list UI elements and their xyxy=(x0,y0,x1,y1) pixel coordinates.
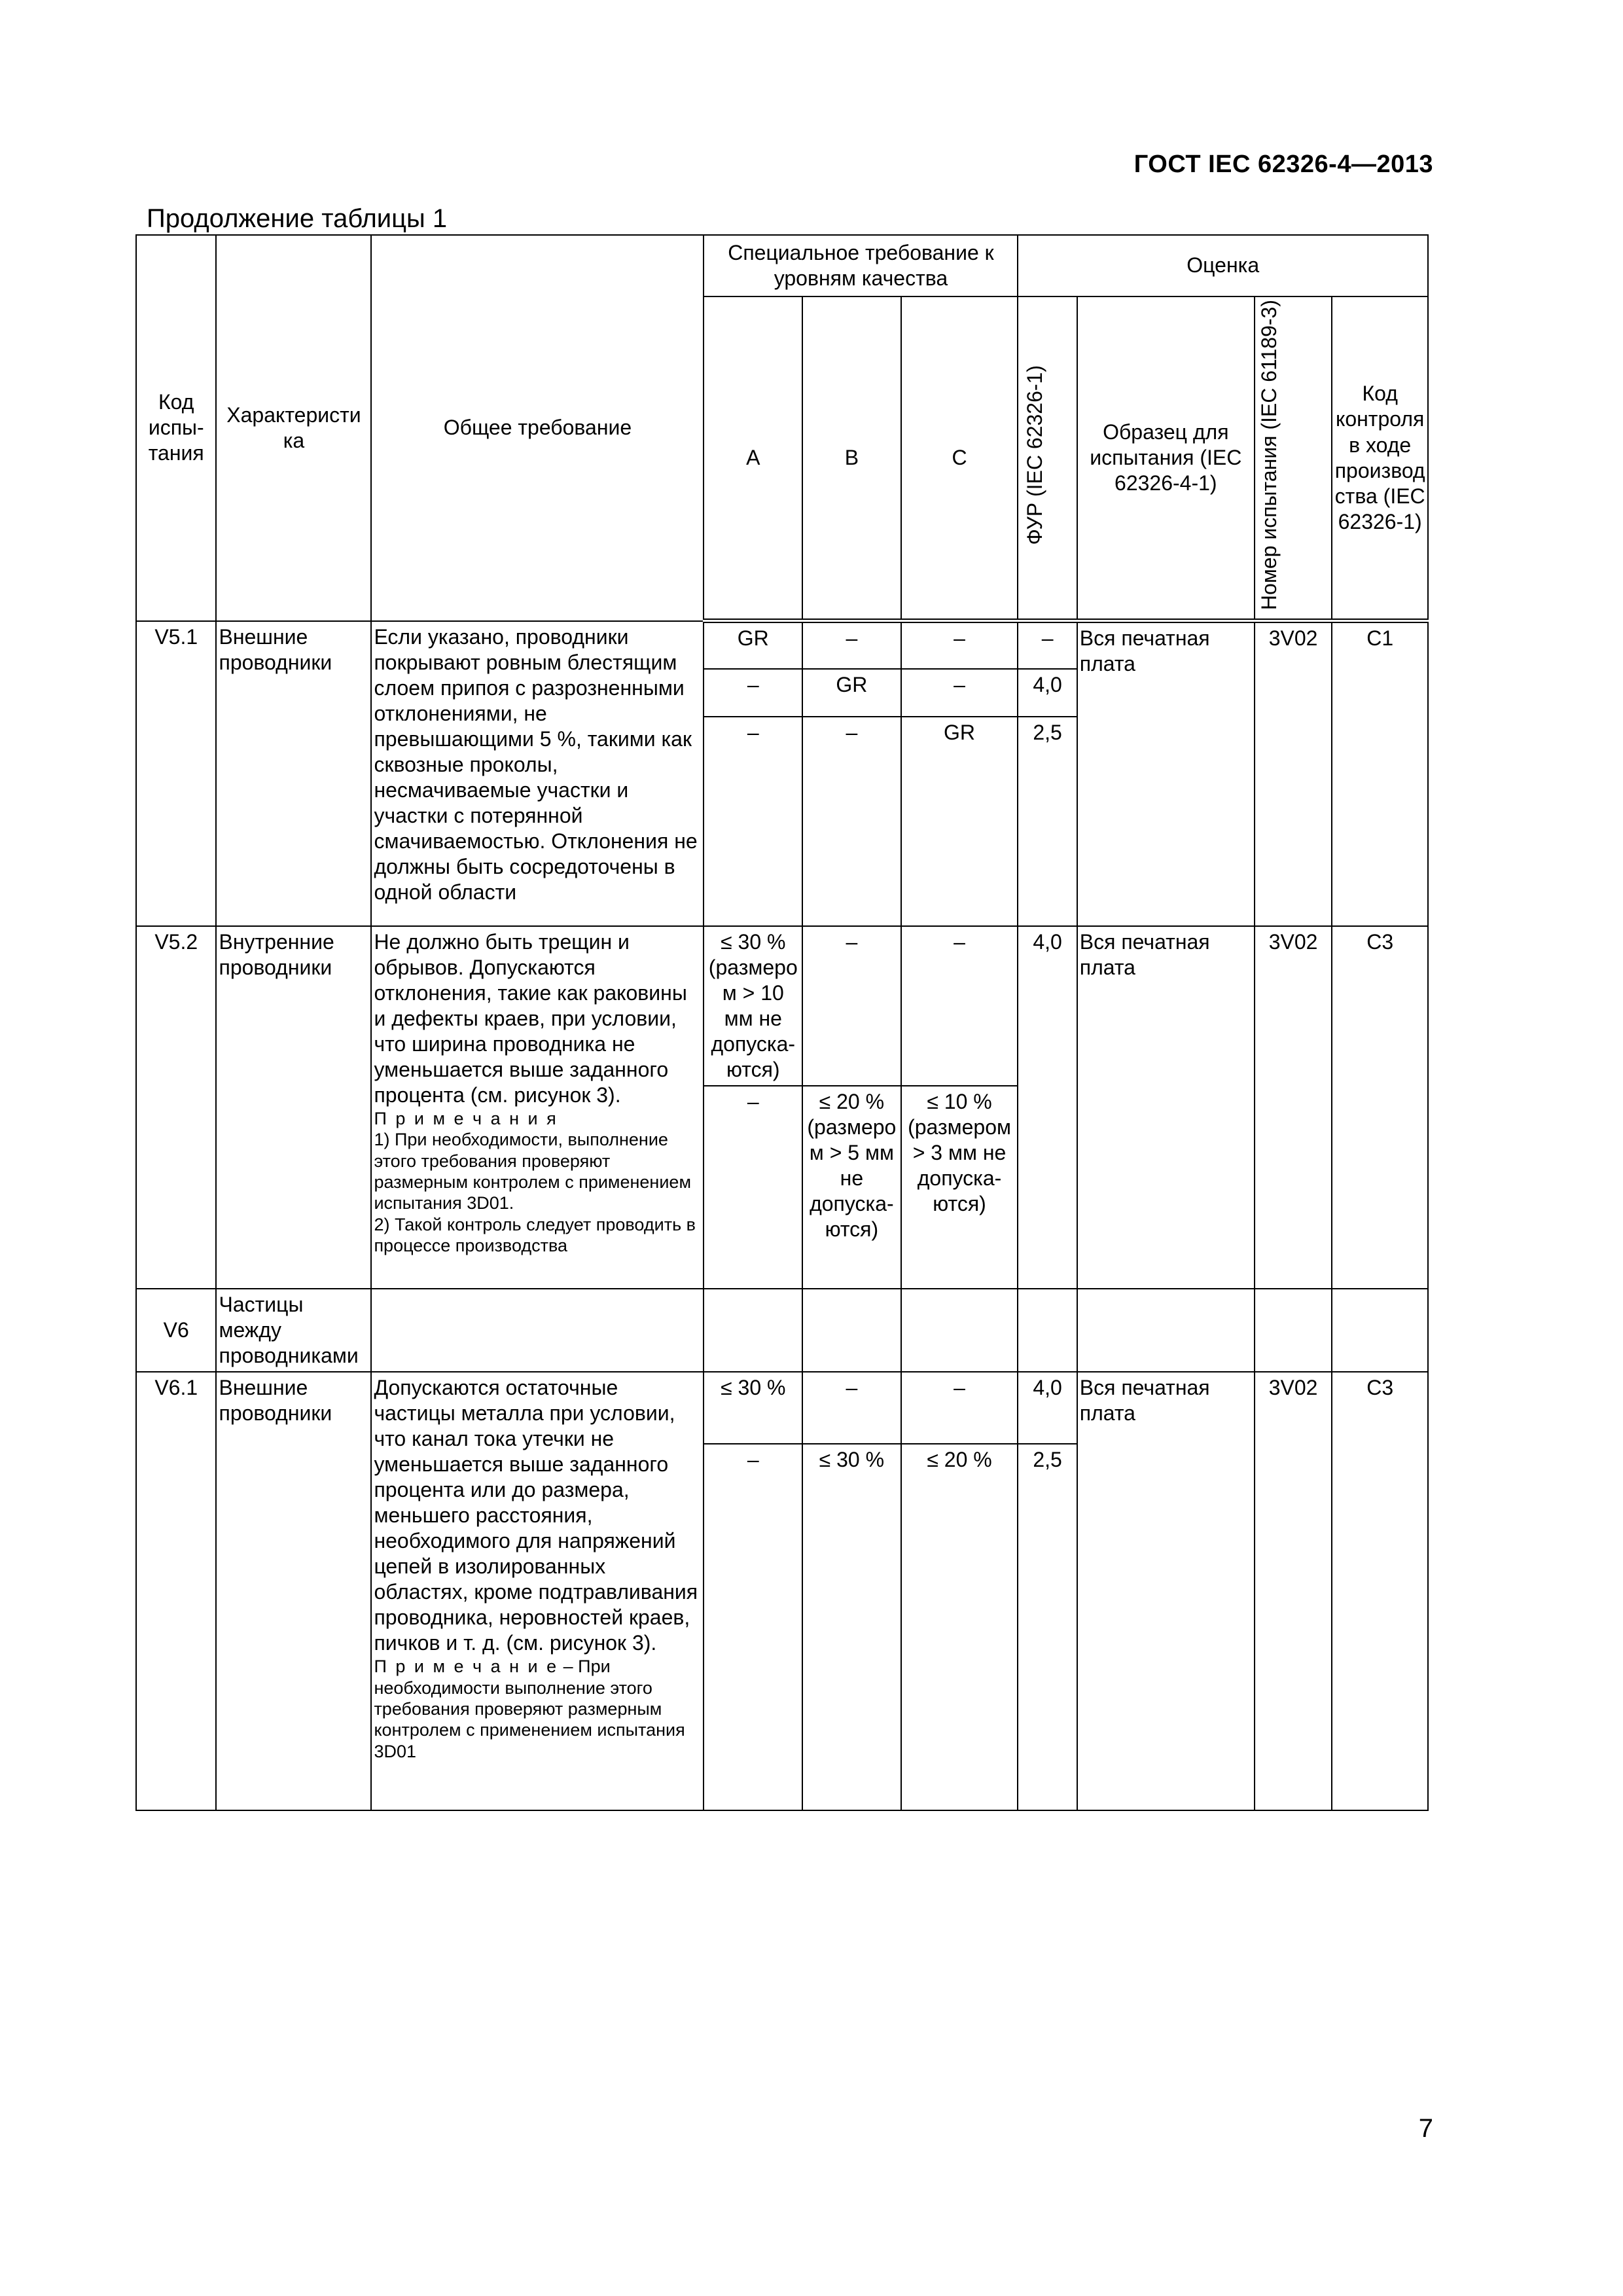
row-v51-sample: Вся печатная плата xyxy=(1077,621,1255,926)
row-v52-characteristic: Внутренние проводники xyxy=(216,926,371,1289)
row-v61-a1: ≤ 30 % xyxy=(704,1372,802,1444)
row-v61-test-number: 3V02 xyxy=(1255,1372,1332,1810)
header-code: Код испы-тания xyxy=(136,235,216,621)
row-v52-a2: – xyxy=(704,1086,802,1289)
table-row xyxy=(136,926,1428,1086)
row-v61-fur2: 2,5 xyxy=(1018,1444,1077,1810)
row-v61-note xyxy=(374,1656,701,1762)
header-test-number xyxy=(1255,296,1332,621)
row-v61-fur1: 4,0 xyxy=(1018,1372,1077,1444)
row-v52-control-code: C3 xyxy=(1332,926,1428,1289)
row-v51-code: V5.1 xyxy=(136,621,216,926)
row-v61-characteristic: Внешние проводники xyxy=(216,1372,371,1810)
page-number: 7 xyxy=(1418,2114,1433,2143)
row-v51-characteristic: Внешние проводники xyxy=(216,621,371,926)
row-v6-test-number xyxy=(1255,1289,1332,1372)
row-v52-b1: – xyxy=(802,926,901,1086)
row-v52-note-title: П р и м е ч а н и я xyxy=(374,1108,558,1128)
row-v6-characteristic: Частицы между проводниками xyxy=(216,1289,371,1372)
row-v52-note-1: 1) При необходимости, выполнение этого требования проверяют размерным контролем с применением испытания 3D01. xyxy=(374,1130,692,1213)
row-v51-b2: GR xyxy=(802,669,901,717)
header-general-requirement: Общее требование xyxy=(371,235,704,621)
header-level-c: C xyxy=(901,296,1018,621)
row-v6-general xyxy=(371,1289,704,1372)
row-v6-a xyxy=(704,1289,802,1372)
table-caption: Продолжение таблицы 1 xyxy=(147,204,448,233)
header-fur xyxy=(1018,296,1077,621)
row-v51-c2: – xyxy=(901,669,1018,717)
row-v52-general-text: Не должно быть трещин и обрывов. Допускаются отклонения, такие как раковины и дефекты краев, при условии, что ширина проводника не уменьшается выше заданного процента (см. рисунок 3). xyxy=(374,929,687,1107)
table-row xyxy=(136,1289,1428,1372)
row-v61-general xyxy=(371,1372,704,1810)
row-v51-a3: – xyxy=(704,717,802,926)
row-v52-sample: Вся печатная плата xyxy=(1077,926,1255,1289)
row-v52-c1: – xyxy=(901,926,1018,1086)
header-test-number-text: Номер испытания (IEC 61189-3) xyxy=(1257,300,1281,611)
row-v51-c1: – xyxy=(901,621,1018,669)
row-v61-code: V6.1 xyxy=(136,1372,216,1810)
document-standard-header: ГОСТ IEC 62326-4—2013 xyxy=(1133,151,1433,178)
row-v52-a1: ≤ 30 % (размеро м > 10 мм не допуска-ются) xyxy=(704,926,802,1086)
row-v61-note-title: П р и м е ч а н и е xyxy=(374,1657,559,1677)
table-row xyxy=(136,621,1428,669)
row-v52-general xyxy=(371,926,704,1289)
row-v61-a2: – xyxy=(704,1444,802,1810)
row-v51-a1: GR xyxy=(704,621,802,669)
row-v52-fur: 4,0 xyxy=(1018,926,1077,1289)
header-control-code: Код контроля в ходе производ ства (IEC 62326-1) xyxy=(1332,296,1428,621)
header-level-a: A xyxy=(704,296,802,621)
row-v51-test-number: 3V02 xyxy=(1255,621,1332,926)
row-v6-sample xyxy=(1077,1289,1255,1372)
row-v61-c2: ≤ 20 % xyxy=(901,1444,1018,1810)
row-v51-control-code: C1 xyxy=(1332,621,1428,926)
header-sample: Образец для испытания (IEC 62326-4-1) xyxy=(1077,296,1255,621)
row-v61-c1: – xyxy=(901,1372,1018,1444)
row-v52-c2: ≤ 10 % (размером > 3 мм не допуска-ются) xyxy=(901,1086,1018,1289)
table-header-row-1 xyxy=(136,235,1428,296)
table-row xyxy=(136,1372,1428,1444)
requirements-table xyxy=(135,234,1429,1811)
header-evaluation: Оценка xyxy=(1018,235,1428,296)
row-v61-b2: ≤ 30 % xyxy=(802,1444,901,1810)
row-v52-b2: ≤ 20 % (размеро м > 5 мм не допуска-ются) xyxy=(802,1086,901,1289)
row-v6-b xyxy=(802,1289,901,1372)
row-v52-test-number: 3V02 xyxy=(1255,926,1332,1289)
row-v51-b1: – xyxy=(802,621,901,669)
row-v51-b3: – xyxy=(802,717,901,926)
row-v51-fur2: 4,0 xyxy=(1018,669,1077,717)
header-level-b: B xyxy=(802,296,901,621)
row-v61-b1: – xyxy=(802,1372,901,1444)
header-characteristic: Характеристи ка xyxy=(216,235,371,621)
row-v52-code: V5.2 xyxy=(136,926,216,1289)
header-special-requirement: Специальное требование к уровням качества xyxy=(704,235,1018,296)
row-v51-general: Если указано, проводники покрывают ровным блестящим слоем припоя с разрозненными отклонениями, не превышающими 5 %, такими как сквозные проколы, несмачиваемые участки и участки с потерянной смачиваемостью. Отклонения не должны быть сосредоточены в одной области xyxy=(371,621,704,926)
row-v61-note-text: – При необходимости выполнение этого требования проверяют размерным контролем с применением испытания 3D01 xyxy=(374,1657,685,1761)
row-v61-control-code: C3 xyxy=(1332,1372,1428,1810)
row-v6-control-code xyxy=(1332,1289,1428,1372)
row-v61-general-text: Допускаются остаточные частицы металла при условии, что канал тока утечки не уменьшается выше заданного процента или до размера, меньшего расстояния, необходимого для напряжений цепей в изолированных областях, кроме подтравливания проводника, неровностей краев, пичков и т. д. (см. рисунок 3). xyxy=(374,1375,698,1655)
row-v6-code: V6 xyxy=(136,1289,216,1372)
row-v51-fur3: 2,5 xyxy=(1018,717,1077,926)
row-v6-c xyxy=(901,1289,1018,1372)
row-v51-a2: – xyxy=(704,669,802,717)
header-fur-text: ФУР (IEC 62326-1) xyxy=(1022,365,1046,545)
row-v52-note-2: 2) Такой контроль следует проводить в процессе производства xyxy=(374,1214,696,1256)
row-v51-c3: GR xyxy=(901,717,1018,926)
row-v51-fur1: – xyxy=(1018,621,1077,669)
row-v61-sample: Вся печатная плата xyxy=(1077,1372,1255,1810)
row-v6-fur xyxy=(1018,1289,1077,1372)
